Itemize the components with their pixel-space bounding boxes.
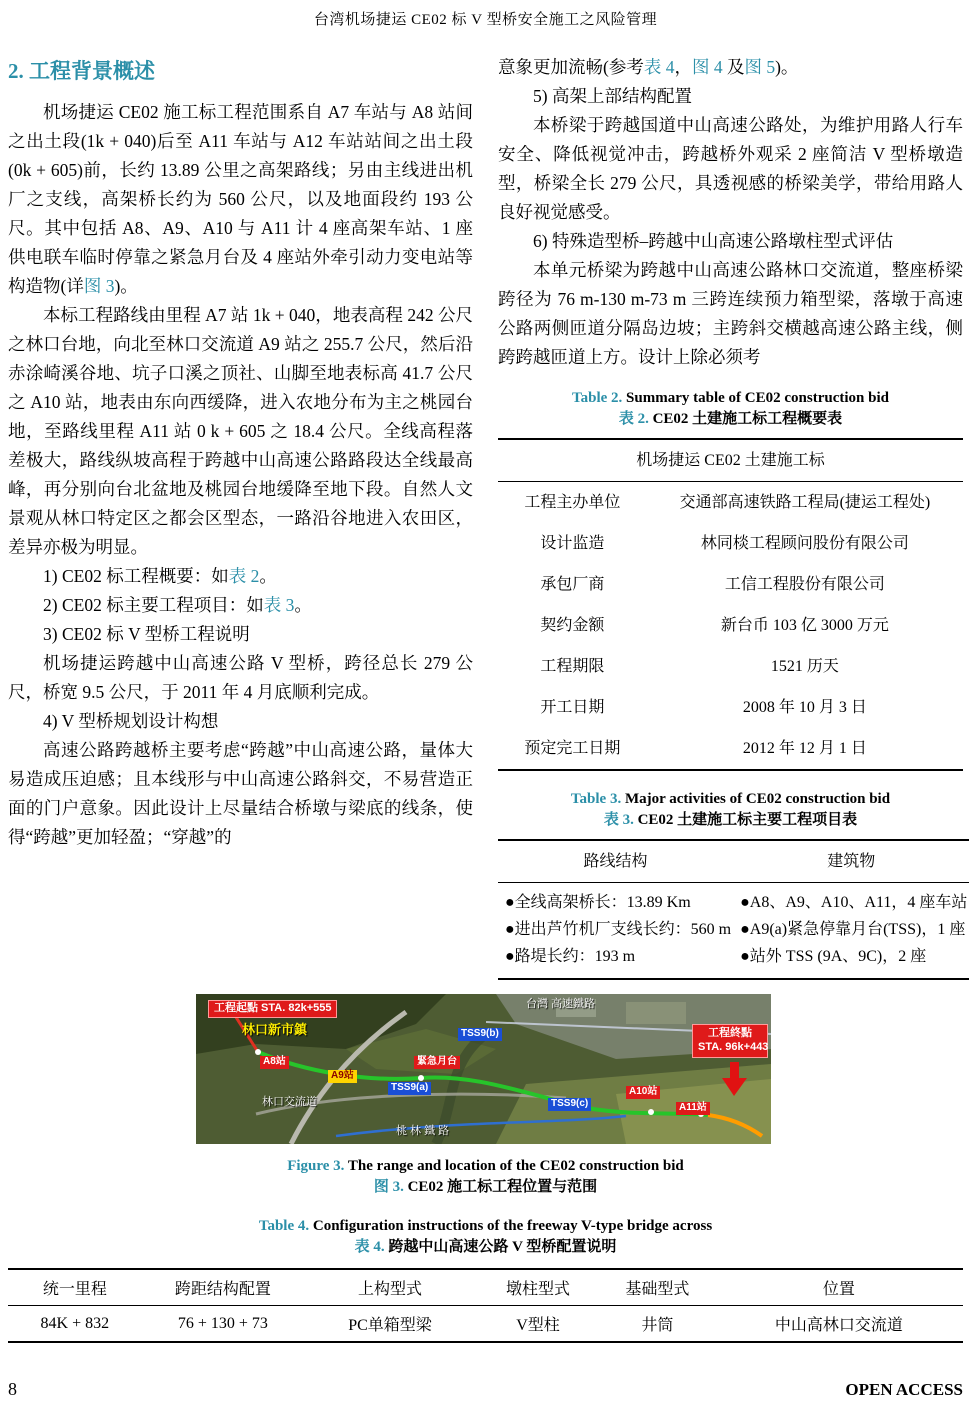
table2-caption-en — [498, 388, 963, 409]
table4-header-row — [8, 1269, 963, 1306]
table2-value: 1521 历天 — [770, 658, 839, 675]
table2-caption-label-zh: 表 2. — [618, 411, 649, 427]
figure3-caption-text-en: The range and location of the CE02 construction bid — [344, 1158, 684, 1174]
map-end-label-line1: 工程終點 — [708, 1027, 752, 1039]
page-number: 8 — [8, 1379, 17, 1399]
map-taolin-railway-label: 桃 林 鐵 路 — [396, 1125, 450, 1137]
table-4 — [8, 1268, 963, 1343]
figure3-caption-text-zh: CE02 施工标工程位置与范围 — [403, 1179, 598, 1195]
table-row — [498, 687, 963, 728]
table4-cell: 中山高林口交流道 — [774, 1317, 903, 1334]
figure3-caption-label-en: Figure 3. — [287, 1158, 345, 1174]
bullet-item: ●路堤长约：193 m — [505, 948, 636, 965]
paragraph: 本单元桥梁为跨越中山高速公路林口交流道，整座桥梁跨径为 76 m-130 m-73 m 三跨连续预力箱型梁，落墩于高速公路两侧匝道分隔岛边坡；主跨斜交横越高速公路主线，侧跨跨越匝道上方。设计上除必须考 — [498, 260, 963, 367]
paragraph-text: 机场捷运 CE02 施工标工程范围系自 A7 车站与 A8 站间之出土段(1k + 040)后至 A11 车站与 A12 车站站间之出土段(0k + 605)前，长约 13.89 公里之高架路线；另由主线进出机厂之支线，高架桥长约为 560 公尺，以及地面段约 193 公尺。其中包括 A8、A9、A10 与 A11 计 4 座高架车站、1 座供电联车临时停靠之紧急月台及 4 座站外牵引动力变电站等构造物(详 — [8, 102, 473, 296]
table-row — [498, 482, 963, 524]
table-row — [498, 523, 963, 564]
table4-caption-label-en: Table 4. — [258, 1218, 310, 1234]
table4-wrap — [8, 1268, 963, 1343]
list-item-text: 1) CE02 标工程概要：如 — [43, 566, 229, 586]
table4-caption-label-zh: 表 4. — [354, 1239, 385, 1255]
list-item — [8, 562, 473, 591]
table4-header-cell: 位置 — [715, 1269, 963, 1306]
paragraph: 机场捷运跨越中山高速公路 V 型桥，跨径总长 279 公尺，桥宽 9.5 公尺，于 2011 年 4 月底顺利完成。 — [8, 653, 473, 702]
figure3-caption-en — [0, 1156, 971, 1177]
figure5-reference-link[interactable]: 图 5 — [744, 57, 776, 77]
open-access-label: OPEN ACCESS — [845, 1380, 963, 1399]
table2-caption — [498, 388, 963, 430]
bullet-item: ●进出芦竹机厂支线长约：560 m — [505, 921, 732, 938]
table2-label: 预定完工日期 — [524, 740, 621, 757]
table-row — [498, 883, 969, 980]
table3-building-cell — [733, 883, 969, 980]
table3-caption-label-en: Table 3. — [570, 791, 622, 807]
figure3-caption — [0, 1156, 971, 1198]
table3-reference-link[interactable]: 表 3 — [263, 595, 295, 615]
map-start-label: 工程起點 STA. 82k+555 — [208, 1000, 337, 1018]
map-station-tss9a: TSS9(a) — [388, 1082, 431, 1095]
table2-value: 交通部高速铁路工程局(捷运工程处) — [679, 494, 931, 511]
table3-caption-text-en: Major activities of CE02 construction bid — [621, 791, 891, 807]
list-item: 6) 特殊造型桥–跨越中山高速公路墩柱型式评估 — [533, 231, 894, 251]
table4-header-cell: 统一里程 — [8, 1269, 142, 1306]
figure-3 — [196, 994, 771, 1144]
list-item-text: 2) CE02 标主要工程项目：如 — [43, 595, 264, 615]
map-end-label-line2: STA. 96k+443 — [698, 1040, 769, 1053]
table4-cell: 84K + 832 — [40, 1314, 110, 1332]
table2-caption-zh — [498, 409, 963, 430]
table4-cell: 井筒 — [641, 1317, 674, 1334]
table4-header-cell: 上构型式 — [304, 1269, 476, 1306]
table2-header-row — [498, 439, 963, 482]
map-station-a9: A9站 — [328, 1070, 357, 1083]
table-3 — [498, 839, 969, 980]
table2-value: 2008 年 10 月 3 日 — [742, 699, 867, 716]
table3-header-row — [498, 840, 969, 883]
table2-label: 契约金额 — [540, 617, 605, 634]
table3-header-cell: 路线结构 — [498, 840, 733, 883]
list-item-text: 。 — [259, 566, 277, 586]
map-station-a10: A10站 — [626, 1086, 660, 1099]
list-item — [8, 591, 473, 620]
table2-label: 承包厂商 — [540, 576, 605, 593]
map-station-a8: A8站 — [260, 1056, 289, 1069]
table4-header-cell: 跨距结构配置 — [142, 1269, 304, 1306]
table2-label: 工程主办单位 — [524, 494, 621, 511]
table3-caption-en — [498, 789, 963, 810]
table2-label: 开工日期 — [540, 699, 605, 716]
paragraph-text: 及 — [722, 57, 745, 77]
paragraph — [8, 98, 473, 301]
table3-route-cell — [498, 883, 733, 980]
table4-cell: V型柱 — [516, 1317, 560, 1334]
list-item-text: 。 — [294, 595, 312, 615]
map-emergency-platform: 緊急月台 — [414, 1056, 460, 1069]
map-end-label — [692, 1024, 768, 1058]
table4-cell: 76 + 130 + 73 — [177, 1314, 268, 1332]
paragraph-text: 意象更加流畅(参考 — [498, 57, 644, 77]
table-row — [498, 646, 963, 687]
map-interchange-label: 林口交流道 — [262, 1096, 317, 1108]
list-item: 3) CE02 标 V 型桥工程说明 — [43, 624, 250, 644]
table4-header-cell: 基础型式 — [600, 1269, 715, 1306]
table2-caption-label-en: Table 2. — [572, 390, 623, 406]
table4-caption-text-en: Configuration instructions of the freeway V-type bridge across — [309, 1218, 713, 1234]
figure4-reference-link[interactable]: 图 4 — [691, 57, 723, 77]
figure3-caption-zh — [0, 1177, 971, 1198]
table3-caption-text-zh: CE02 土建施工标主要工程项目表 — [633, 812, 858, 828]
table2-header: 机场捷运 CE02 土建施工标 — [498, 439, 963, 482]
paragraph: 本桥梁于跨越国道中山高速公路处，为维护用路人行车安全、降低视觉冲击，跨越桥外观采 2 座简洁 V 型桥墩造型，桥梁全长 279 公尺，具透视感的桥梁美学，带给用路人良好视觉感受。 — [498, 115, 963, 222]
bullet-item: ●全线高架桥长：13.89 Km — [505, 894, 691, 911]
list-item: 5) 高架上部结构配置 — [533, 86, 692, 106]
right-column — [498, 53, 968, 980]
table3-caption-label-zh: 表 3. — [603, 812, 634, 828]
list-item: 4) V 型桥规划设计构想 — [43, 711, 219, 731]
paragraph — [498, 53, 963, 82]
table4-caption-en — [0, 1216, 971, 1237]
paragraph-text: )。 — [114, 276, 138, 296]
map-station-tss9c: TSS9(c) — [548, 1098, 591, 1111]
bullet-item: ●A8、A9、A10、A11，4 座车站 — [740, 894, 968, 911]
table3-caption-zh — [498, 810, 963, 831]
table-row — [8, 1306, 963, 1343]
bullet-item: ●站外 TSS (9A、9C)，2 座 — [740, 948, 927, 965]
map-hsr-label: 台灣 高速鐵路 — [526, 998, 596, 1010]
two-column-body — [0, 53, 971, 980]
table2-value: 2012 年 12 月 1 日 — [742, 740, 867, 757]
table2-reference-link[interactable]: 表 2 — [228, 566, 260, 586]
table2-label: 工程期限 — [540, 658, 605, 675]
map-station-a11: A11站 — [676, 1102, 710, 1115]
table4-caption-text-zh: 跨越中山高速公路 V 型桥配置说明 — [384, 1239, 617, 1255]
paragraph-text: ， — [674, 57, 692, 77]
table3-caption — [498, 789, 963, 831]
table-2 — [498, 438, 963, 771]
table4-header-cell: 墩柱型式 — [476, 1269, 600, 1306]
section-heading: 2. 工程背景概述 — [8, 59, 155, 83]
table2-value: 林同棪工程顾问股份有限公司 — [700, 535, 909, 552]
table2-value: 工信工程股份有限公司 — [724, 576, 885, 593]
left-column — [8, 53, 473, 980]
table4-caption — [0, 1216, 971, 1258]
paragraph-text: )。 — [775, 57, 799, 77]
map-image — [196, 994, 771, 1144]
paragraph: 高速公路跨越桥主要考虑“跨越”中山高速公路，量体大易造成压迫感；且本线形与中山高速公路斜交，不易营造正面的门户意象。因此设计上尽量结合桥墩与梁底的线条，使得“跨越”更加轻盈；“穿越”的 — [8, 740, 473, 847]
table4-cell: PC单箱型梁 — [348, 1317, 432, 1334]
table-row — [498, 728, 963, 770]
table4-caption-zh — [0, 1237, 971, 1258]
table-row — [498, 564, 963, 605]
table2-caption-text-zh: CE02 土建施工标工程概要表 — [648, 411, 843, 427]
bullet-item: ●A9(a)紧急停靠月台(TSS)，1 座 — [740, 921, 966, 938]
table2-label: 设计监造 — [540, 535, 605, 552]
table-row — [498, 605, 963, 646]
running-head: 台湾机场捷运 CE02 标 V 型桥安全施工之风险管理 — [313, 12, 658, 28]
table4-reference-link[interactable]: 表 4 — [643, 57, 675, 77]
figure3-reference-link[interactable]: 图 3 — [83, 276, 115, 296]
table3-header-cell: 建筑物 — [733, 840, 969, 883]
paragraph: 本标工程路线由里程 A7 站 1k + 040，地表高程 242 公尺之林口台地，向北至林口交流道 A9 站之 255.7 公尺，然后沿赤涂崎溪谷地、坑子口溪之顶社、山脚至地表标高 41.7 公尺之 A10 站，地表由东向西缓降，进入农地分布为主之桃园台地，至路线里程 A11 站 0 k + 605 之 18.4 公尺。全线高程落差极大，路线纵坡高程于跨越中山高速公路路段达全线最高峰，再分别向台北盆地及桃园台地缓降至地下段。自然人文景观从林口特定区之都会区型态，一路沿谷地进入农田区，差异亦极为明显。 — [8, 305, 473, 557]
table2-caption-text-en: Summary table of CE02 construction bid — [622, 390, 889, 406]
table2-value: 新台币 103 亿 3000 万元 — [720, 617, 889, 634]
figure3-caption-label-zh: 图 3. — [373, 1179, 404, 1195]
map-station-tss9b: TSS9(b) — [458, 1028, 502, 1041]
map-town-label: 林口新市鎮 — [242, 1022, 308, 1037]
